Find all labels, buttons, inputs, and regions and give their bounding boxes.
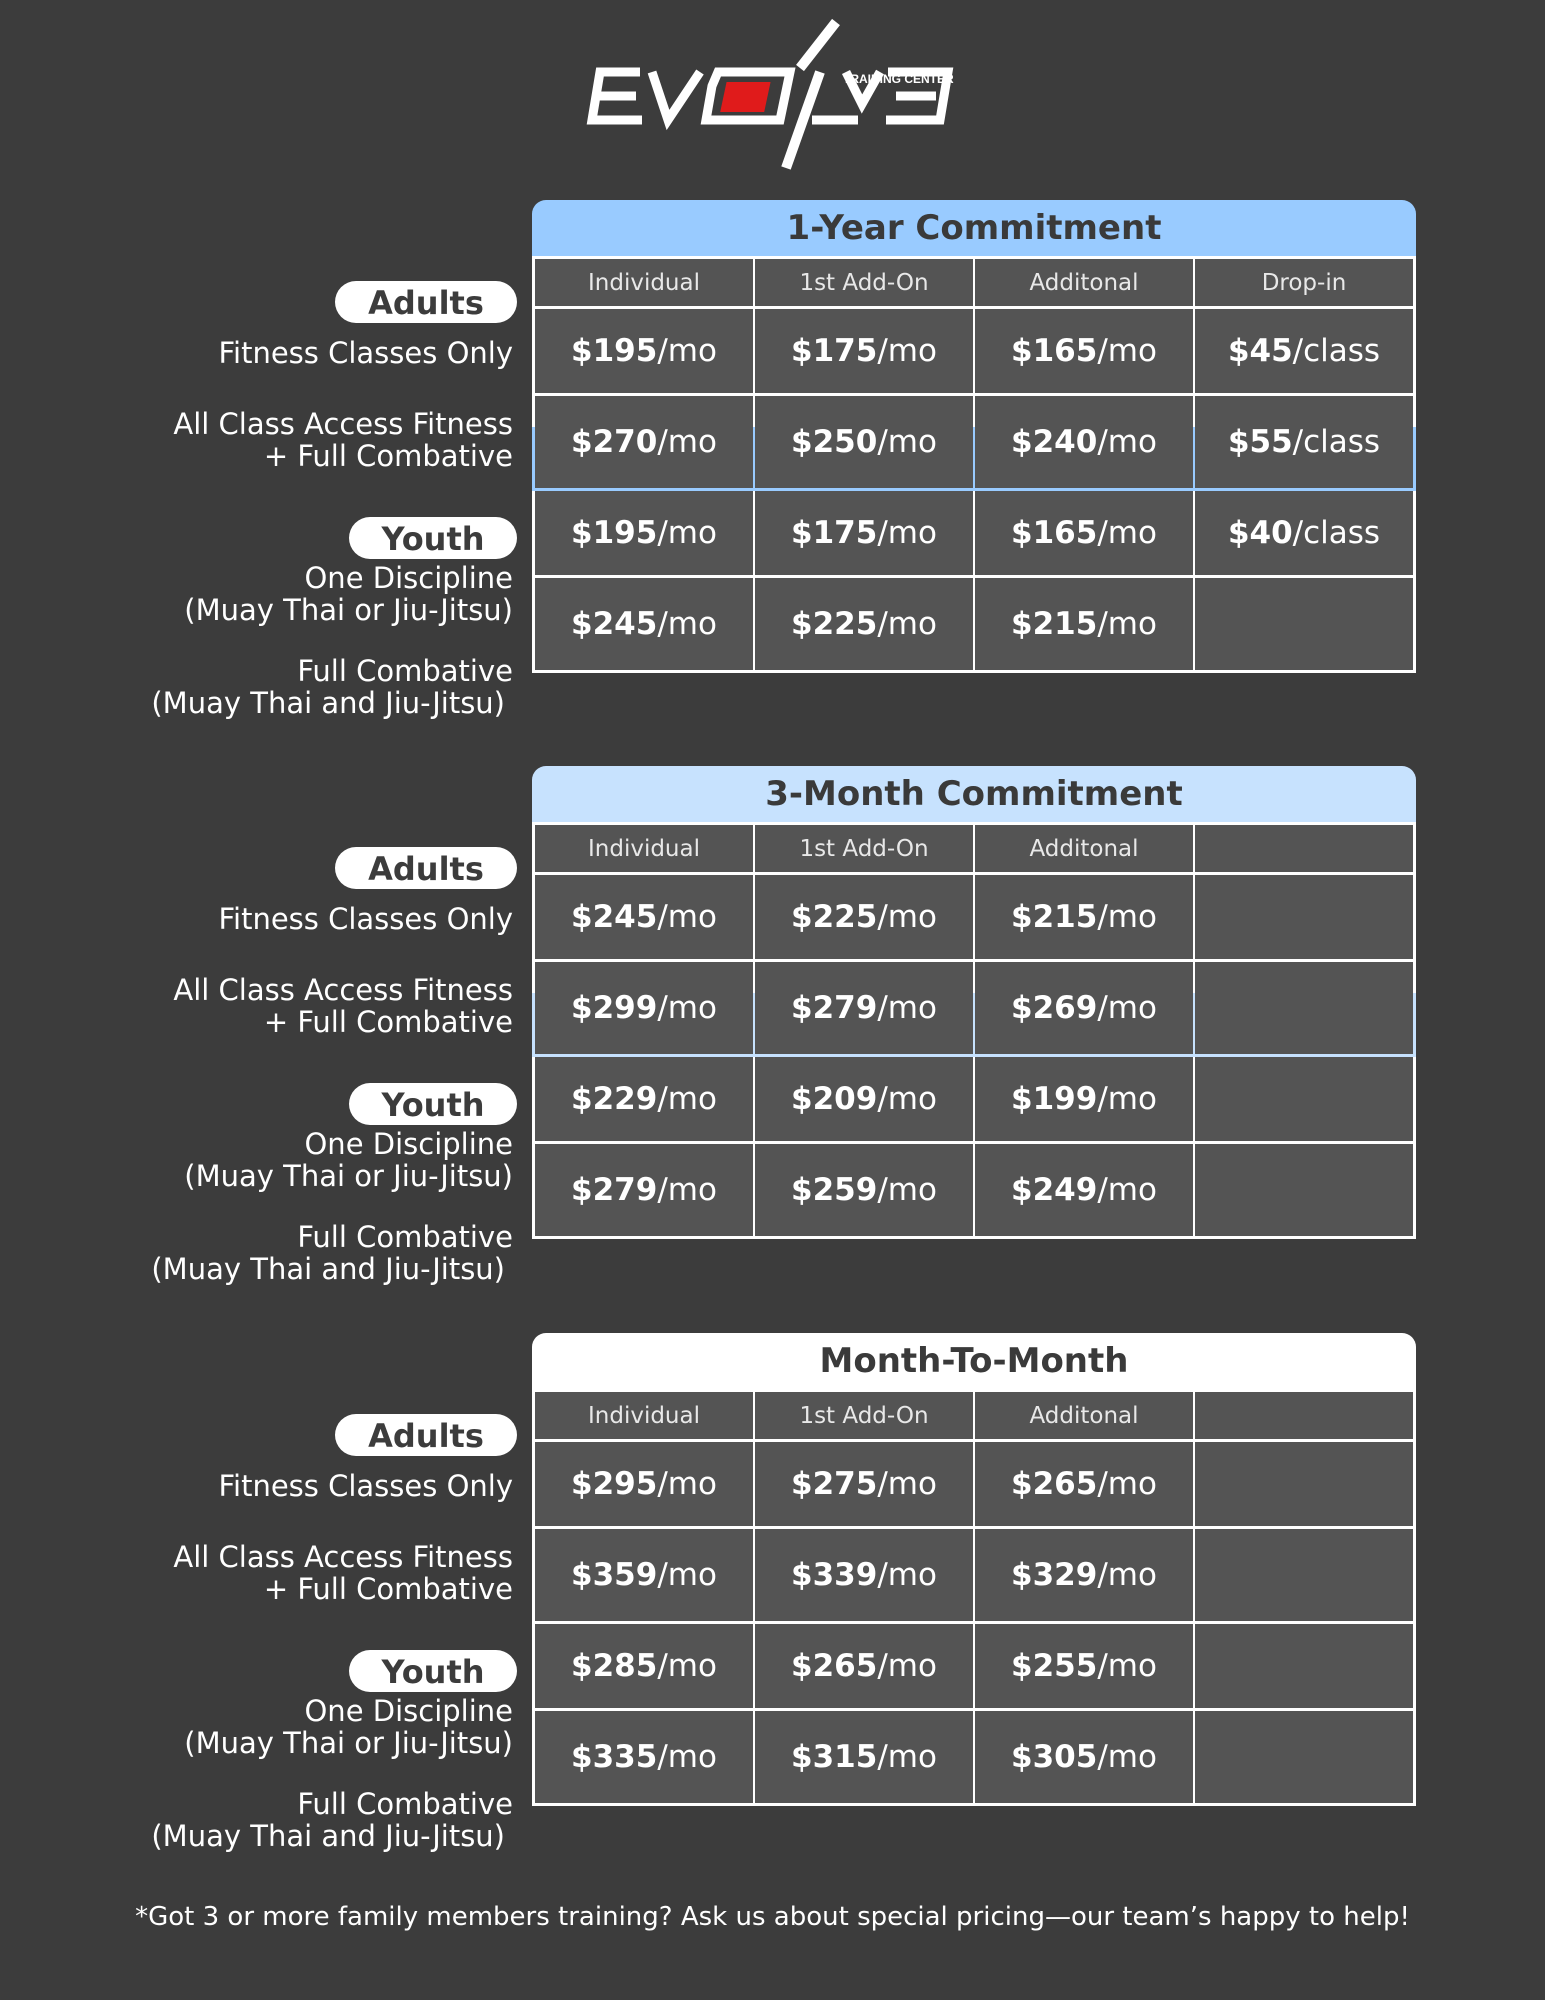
price-unit: /class xyxy=(1292,333,1381,369)
row-label xyxy=(173,408,513,472)
price-amount: $40 xyxy=(1227,515,1293,551)
row-label xyxy=(184,1695,513,1759)
column-header: Additonal xyxy=(975,825,1193,872)
price-cell xyxy=(535,1057,753,1141)
price-cell xyxy=(975,962,1193,1054)
price-cell xyxy=(1195,309,1413,393)
price-amount: $165 xyxy=(1011,333,1098,369)
section-title: 1-Year Commitment xyxy=(532,200,1416,256)
youth-badge: Youth xyxy=(349,1083,517,1125)
price-cell xyxy=(1195,1057,1413,1141)
column-header: Additonal xyxy=(975,1392,1193,1439)
price-amount: $245 xyxy=(571,899,658,935)
row-label xyxy=(184,562,513,626)
column-header: Drop-in xyxy=(1195,259,1413,306)
price-cell xyxy=(755,491,973,575)
price-amount: $165 xyxy=(1011,515,1098,551)
row-label-line: (Muay Thai and Jiu-Jitsu) xyxy=(151,686,505,720)
price-cell xyxy=(1195,396,1413,488)
row-label xyxy=(151,1788,513,1852)
adults-badge: Adults xyxy=(335,281,517,323)
price-amount: $245 xyxy=(571,606,658,642)
row-label-line: One Discipline xyxy=(304,1694,513,1728)
price-amount: $339 xyxy=(791,1557,878,1593)
row-label xyxy=(218,903,513,935)
row-label-line: Full Combative xyxy=(297,654,513,688)
price-cell xyxy=(755,1711,973,1803)
price-unit: /mo xyxy=(1097,1739,1157,1775)
price-cell xyxy=(1195,1624,1413,1708)
price-unit: /mo xyxy=(877,1081,937,1117)
price-unit: /mo xyxy=(657,1648,717,1684)
price-amount: $275 xyxy=(791,1466,878,1502)
pricing-table xyxy=(532,822,1416,1239)
row-label-line: All Class Access Fitness xyxy=(173,1540,513,1574)
price-cell xyxy=(535,1529,753,1621)
family-pricing-footnote: *Got 3 or more family members training? Ask us about special pricing—our team’s happy to help! xyxy=(135,1902,1410,1932)
price-cell xyxy=(755,309,973,393)
price-amount: $45 xyxy=(1227,333,1293,369)
row-label xyxy=(173,1541,513,1605)
price-amount: $209 xyxy=(791,1081,878,1117)
price-cell xyxy=(755,578,973,670)
price-cell xyxy=(975,1711,1193,1803)
column-header: 1st Add-On xyxy=(755,825,973,872)
price-unit: /mo xyxy=(877,1648,937,1684)
price-amount: $225 xyxy=(791,899,878,935)
price-cell xyxy=(755,1057,973,1141)
adults-badge: Adults xyxy=(335,847,517,889)
price-cell xyxy=(975,1529,1193,1621)
row-label-line: (Muay Thai or Jiu-Jitsu) xyxy=(184,593,513,627)
price-cell xyxy=(1195,1442,1413,1526)
price-cell xyxy=(975,491,1193,575)
price-amount: $329 xyxy=(1011,1557,1098,1593)
price-amount: $265 xyxy=(1011,1466,1098,1502)
price-cell xyxy=(975,1144,1193,1236)
row-label-line: All Class Access Fitness xyxy=(173,407,513,441)
price-amount: $315 xyxy=(791,1739,878,1775)
price-amount: $269 xyxy=(1011,990,1098,1026)
pricing-table xyxy=(532,256,1416,673)
price-amount: $255 xyxy=(1011,1648,1098,1684)
price-unit: /mo xyxy=(657,1081,717,1117)
price-amount: $259 xyxy=(791,1172,878,1208)
row-label-line: (Muay Thai and Jiu-Jitsu) xyxy=(151,1819,505,1853)
price-unit: /mo xyxy=(657,424,717,460)
price-unit: /mo xyxy=(657,1739,717,1775)
price-amount: $335 xyxy=(571,1739,658,1775)
price-unit: /mo xyxy=(1097,333,1157,369)
row-label xyxy=(218,337,513,369)
price-cell xyxy=(755,875,973,959)
column-header: Additonal xyxy=(975,259,1193,306)
row-label xyxy=(151,655,513,719)
price-cell xyxy=(975,1442,1193,1526)
price-cell xyxy=(535,309,753,393)
row-label xyxy=(218,1470,513,1502)
price-cell xyxy=(755,1144,973,1236)
price-cell xyxy=(975,875,1193,959)
price-unit: /class xyxy=(1292,515,1381,551)
price-cell xyxy=(535,1711,753,1803)
price-amount: $295 xyxy=(571,1466,658,1502)
pricing-section xyxy=(0,200,1545,740)
youth-badge: Youth xyxy=(349,517,517,559)
price-unit: /mo xyxy=(657,606,717,642)
row-label-line: Fitness Classes Only xyxy=(218,902,513,936)
price-unit: /mo xyxy=(657,1172,717,1208)
price-cell xyxy=(755,1529,973,1621)
price-amount: $359 xyxy=(571,1557,658,1593)
price-unit: /mo xyxy=(877,899,937,935)
price-amount: $225 xyxy=(791,606,878,642)
price-cell xyxy=(535,1144,753,1236)
column-header: Individual xyxy=(535,825,753,872)
price-unit: /mo xyxy=(877,333,937,369)
price-cell xyxy=(975,396,1193,488)
row-label-line: Full Combative xyxy=(297,1220,513,1254)
price-unit: /mo xyxy=(1097,606,1157,642)
price-amount: $279 xyxy=(791,990,878,1026)
price-unit: /mo xyxy=(1097,1172,1157,1208)
price-cell xyxy=(535,962,753,1054)
price-unit: /mo xyxy=(1097,1081,1157,1117)
row-label-line: One Discipline xyxy=(304,1127,513,1161)
price-unit: /mo xyxy=(1097,1466,1157,1502)
price-amount: $199 xyxy=(1011,1081,1098,1117)
pricing-table xyxy=(532,1389,1416,1806)
row-label-line: (Muay Thai or Jiu-Jitsu) xyxy=(184,1159,513,1193)
price-cell xyxy=(535,875,753,959)
price-unit: /mo xyxy=(1097,424,1157,460)
price-amount: $175 xyxy=(791,515,878,551)
price-cell xyxy=(535,1442,753,1526)
price-unit: /mo xyxy=(877,1739,937,1775)
price-unit: /class xyxy=(1292,424,1381,460)
column-header xyxy=(1195,1392,1413,1439)
price-unit: /mo xyxy=(877,1172,937,1208)
adults-badge: Adults xyxy=(335,1414,517,1456)
price-cell xyxy=(1195,1144,1413,1236)
pricing-section xyxy=(0,1333,1545,1873)
row-label-line: + Full Combative xyxy=(263,1005,513,1039)
price-amount: $215 xyxy=(1011,899,1098,935)
row-label xyxy=(173,974,513,1038)
column-header: 1st Add-On xyxy=(755,259,973,306)
pricing-section xyxy=(0,766,1545,1306)
price-unit: /mo xyxy=(877,1557,937,1593)
price-unit: /mo xyxy=(657,1557,717,1593)
row-label-line: (Muay Thai or Jiu-Jitsu) xyxy=(184,1726,513,1760)
column-header: Individual xyxy=(535,259,753,306)
row-label xyxy=(184,1128,513,1192)
price-amount: $55 xyxy=(1227,424,1293,460)
price-unit: /mo xyxy=(1097,1557,1157,1593)
price-cell xyxy=(1195,1529,1413,1621)
column-header: Individual xyxy=(535,1392,753,1439)
price-cell xyxy=(975,309,1193,393)
price-unit: /mo xyxy=(1097,990,1157,1026)
row-label-line: Fitness Classes Only xyxy=(218,1469,513,1503)
price-unit: /mo xyxy=(877,990,937,1026)
price-amount: $215 xyxy=(1011,606,1098,642)
price-cell xyxy=(535,396,753,488)
price-unit: /mo xyxy=(657,515,717,551)
row-label-line: All Class Access Fitness xyxy=(173,973,513,1007)
price-unit: /mo xyxy=(657,333,717,369)
logo-subtitle: TRAINING CENTER xyxy=(843,72,954,86)
price-cell xyxy=(975,578,1193,670)
row-label-line: Fitness Classes Only xyxy=(218,336,513,370)
price-cell xyxy=(755,1624,973,1708)
price-cell xyxy=(755,962,973,1054)
price-cell xyxy=(1195,962,1413,1054)
price-cell xyxy=(975,1624,1193,1708)
price-cell xyxy=(755,1442,973,1526)
row-label-line: + Full Combative xyxy=(263,1572,513,1606)
price-unit: /mo xyxy=(1097,899,1157,935)
price-amount: $299 xyxy=(571,990,658,1026)
price-amount: $250 xyxy=(791,424,878,460)
price-amount: $285 xyxy=(571,1648,658,1684)
price-unit: /mo xyxy=(877,1466,937,1502)
row-label-line: + Full Combative xyxy=(263,439,513,473)
price-unit: /mo xyxy=(877,515,937,551)
price-unit: /mo xyxy=(877,424,937,460)
section-title: Month-To-Month xyxy=(532,1333,1416,1389)
evolve-logo xyxy=(0,0,1545,180)
price-amount: $265 xyxy=(791,1648,878,1684)
price-amount: $195 xyxy=(571,333,658,369)
price-unit: /mo xyxy=(1097,515,1157,551)
price-cell xyxy=(755,396,973,488)
section-title: 3-Month Commitment xyxy=(532,766,1416,822)
price-cell xyxy=(1195,491,1413,575)
row-label-line: Full Combative xyxy=(297,1787,513,1821)
price-unit: /mo xyxy=(657,1466,717,1502)
price-cell xyxy=(975,1057,1193,1141)
price-amount: $229 xyxy=(571,1081,658,1117)
price-unit: /mo xyxy=(657,899,717,935)
price-amount: $305 xyxy=(1011,1739,1098,1775)
youth-badge: Youth xyxy=(349,1650,517,1692)
price-cell xyxy=(535,578,753,670)
price-cell xyxy=(535,491,753,575)
price-unit: /mo xyxy=(877,606,937,642)
column-header: 1st Add-On xyxy=(755,1392,973,1439)
price-cell xyxy=(1195,875,1413,959)
price-cell xyxy=(535,1624,753,1708)
price-cell xyxy=(1195,1711,1413,1803)
row-label xyxy=(151,1221,513,1285)
column-header xyxy=(1195,825,1413,872)
row-label-line: One Discipline xyxy=(304,561,513,595)
price-amount: $240 xyxy=(1011,424,1098,460)
price-unit: /mo xyxy=(657,990,717,1026)
price-cell xyxy=(1195,578,1413,670)
price-amount: $249 xyxy=(1011,1172,1098,1208)
price-amount: $175 xyxy=(791,333,878,369)
price-amount: $279 xyxy=(571,1172,658,1208)
row-label-line: (Muay Thai and Jiu-Jitsu) xyxy=(151,1252,505,1286)
price-amount: $195 xyxy=(571,515,658,551)
price-unit: /mo xyxy=(1097,1648,1157,1684)
price-amount: $270 xyxy=(571,424,658,460)
